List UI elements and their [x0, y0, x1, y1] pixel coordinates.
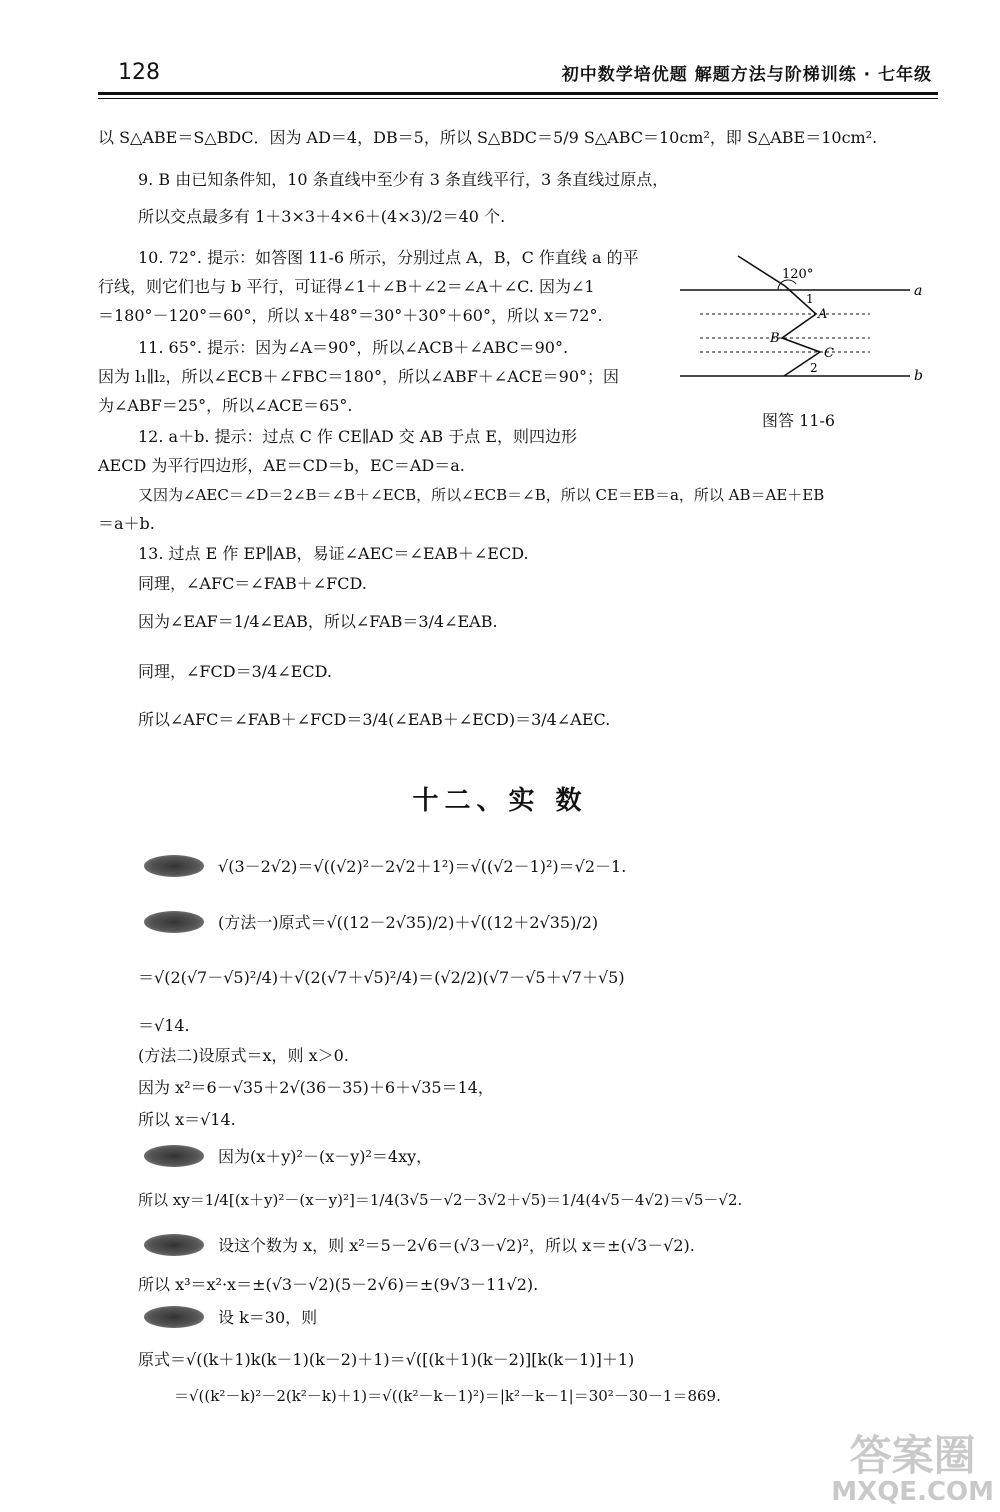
- geometry-figure: [670, 250, 940, 400]
- text-line: 以 S△ABE＝S△BDC．因为 AD＝4，DB＝5，所以 S△BDC＝5/9 S△ABC＝10cm²，即 S△ABE＝10cm².: [98, 128, 878, 147]
- header-rule: [98, 92, 938, 95]
- solution-line: 所以 xy＝1/4[(x＋y)²－(x－y)²]＝1/4(3√5－√2－3√2＋√5)＝1/4(4√5－4√2)＝√5－√2.: [138, 1191, 743, 1209]
- text-line: 13. 过点 E 作 EP∥AB，易证∠AEC＝∠EAB＋∠ECD.: [138, 544, 529, 563]
- watermark-logo: 答案圈 MXQE.COM: [831, 1431, 994, 1507]
- solution-line: (方法二)设原式＝x，则 x＞0.: [138, 1046, 349, 1065]
- label-B: B: [770, 331, 780, 346]
- solution-line: 设 k＝30，则: [218, 1308, 318, 1327]
- text-line: 同理，∠AFC＝∠FAB＋∠FCD.: [138, 574, 367, 593]
- text-line: 11. 65°. 提示：因为∠A＝90°，所以∠ACB＋∠ABC＝90°.: [138, 338, 569, 357]
- figure-caption: 图答 11-6: [762, 411, 836, 430]
- label-C: C: [824, 346, 834, 361]
- problem-badge: [144, 1306, 204, 1328]
- solution-line: 所以 x³＝x²·x＝±(√3－√2)(5－2√6)＝±(9√3－11√2).: [138, 1275, 539, 1294]
- solution-line: 设这个数为 x，则 x²＝5－2√6＝(√3－√2)²，所以 x＝±(√3－√2).: [218, 1236, 695, 1255]
- book-title: 初中数学培优题 解题方法与阶梯训练 · 七年级: [561, 65, 932, 85]
- header-rule-thin: [98, 98, 938, 99]
- text-line: 行线，则它们也与 b 平行，可证得∠1＋∠B＋∠2＝∠A＋∠C. 因为∠1: [98, 277, 595, 296]
- label-1: 1: [806, 292, 814, 306]
- label-A: A: [818, 307, 828, 322]
- text-line: 12. a＋b. 提示：过点 C 作 CE∥AD 交 AB 于点 E，则四边形: [138, 427, 578, 446]
- solution-line: 所以 x＝√14.: [138, 1110, 236, 1129]
- solution-line: (方法一)原式＝√((12－2√35)/2)＋√((12＋2√35)/2): [218, 913, 599, 932]
- text-line: 9. B 由已知条件知，10 条直线中至少有 3 条直线平行，3 条直线过原点，: [138, 170, 669, 189]
- solution-line: ＝√((k²－k)²－2(k²－k)＋1)＝√((k²－k－1)²)＝|k²－k－1|＝30²－30－1＝869.: [174, 1387, 721, 1405]
- text-line: AECD 为平行四边形，AE＝CD＝b，EC＝AD＝a.: [98, 456, 465, 475]
- section-title: 十二、实 数: [412, 786, 588, 816]
- label-2: 2: [810, 361, 818, 375]
- problem-badge: [144, 1234, 204, 1256]
- text-line: ＝a＋b.: [98, 514, 155, 533]
- solution-line: 因为(x＋y)²－(x－y)²＝4xy，: [218, 1147, 433, 1166]
- text-line: 又因为∠AEC＝∠D＝2∠B＝∠B＋∠ECB，所以∠ECB＝∠B，所以 CE＝EB＝a，所以 AB＝AE＋EB: [138, 486, 825, 504]
- text-line: 所以交点最多有 1＋3×3＋4×6＋(4×3)/2＝40 个.: [138, 207, 506, 226]
- problem-badge: [144, 855, 204, 877]
- solution-line: ＝√(2(√7－√5)²/4)＋√(2(√7＋√5)²/4)＝(√2/2)(√7－√5＋√7＋√5): [138, 968, 625, 987]
- text-line: 10. 72°. 提示：如答图 11-6 所示，分别过点 A，B，C 作直线 a 的平: [138, 248, 639, 267]
- label-b: b: [914, 368, 923, 384]
- label-a: a: [914, 283, 923, 299]
- text-line: 因为∠EAF＝1/4∠EAB，所以∠FAB＝3/4∠EAB.: [138, 612, 498, 631]
- problem-badge: [144, 911, 204, 933]
- solution-line: ＝√14.: [138, 1016, 190, 1035]
- solution-line: 因为 x²＝6－√35＋2√(36－35)＋6＋√35＝14，: [138, 1078, 494, 1097]
- text-line: 为∠ABF＝25°，所以∠ACE＝65°.: [98, 396, 353, 415]
- text-line: 同理，∠FCD＝3/4∠ECD.: [138, 662, 333, 681]
- text-line: 因为 l₁∥l₂，所以∠ECB＋∠FBC＝180°，所以∠ABF＋∠ACE＝90°；因: [98, 367, 620, 386]
- solution-line: 原式＝√((k＋1)k(k－1)(k－2)＋1)＝√([(k＋1)(k－2)][k(k－1)]＋1): [138, 1350, 635, 1369]
- angle-120-label: 120°: [782, 267, 814, 282]
- problem-badge: [144, 1145, 204, 1167]
- page-number: 128: [118, 60, 160, 85]
- text-line: ＝180°－120°＝60°，所以 x＋48°＝30°＋30°＋60°，所以 x＝72°.: [98, 306, 603, 325]
- solution-line: √(3－2√2)＝√((√2)²－2√2＋1²)＝√((√2－1)²)＝√2－1.: [218, 857, 627, 876]
- text-line: 所以∠AFC＝∠FAB＋∠FCD＝3/4(∠EAB＋∠ECD)＝3/4∠AEC.: [138, 710, 611, 729]
